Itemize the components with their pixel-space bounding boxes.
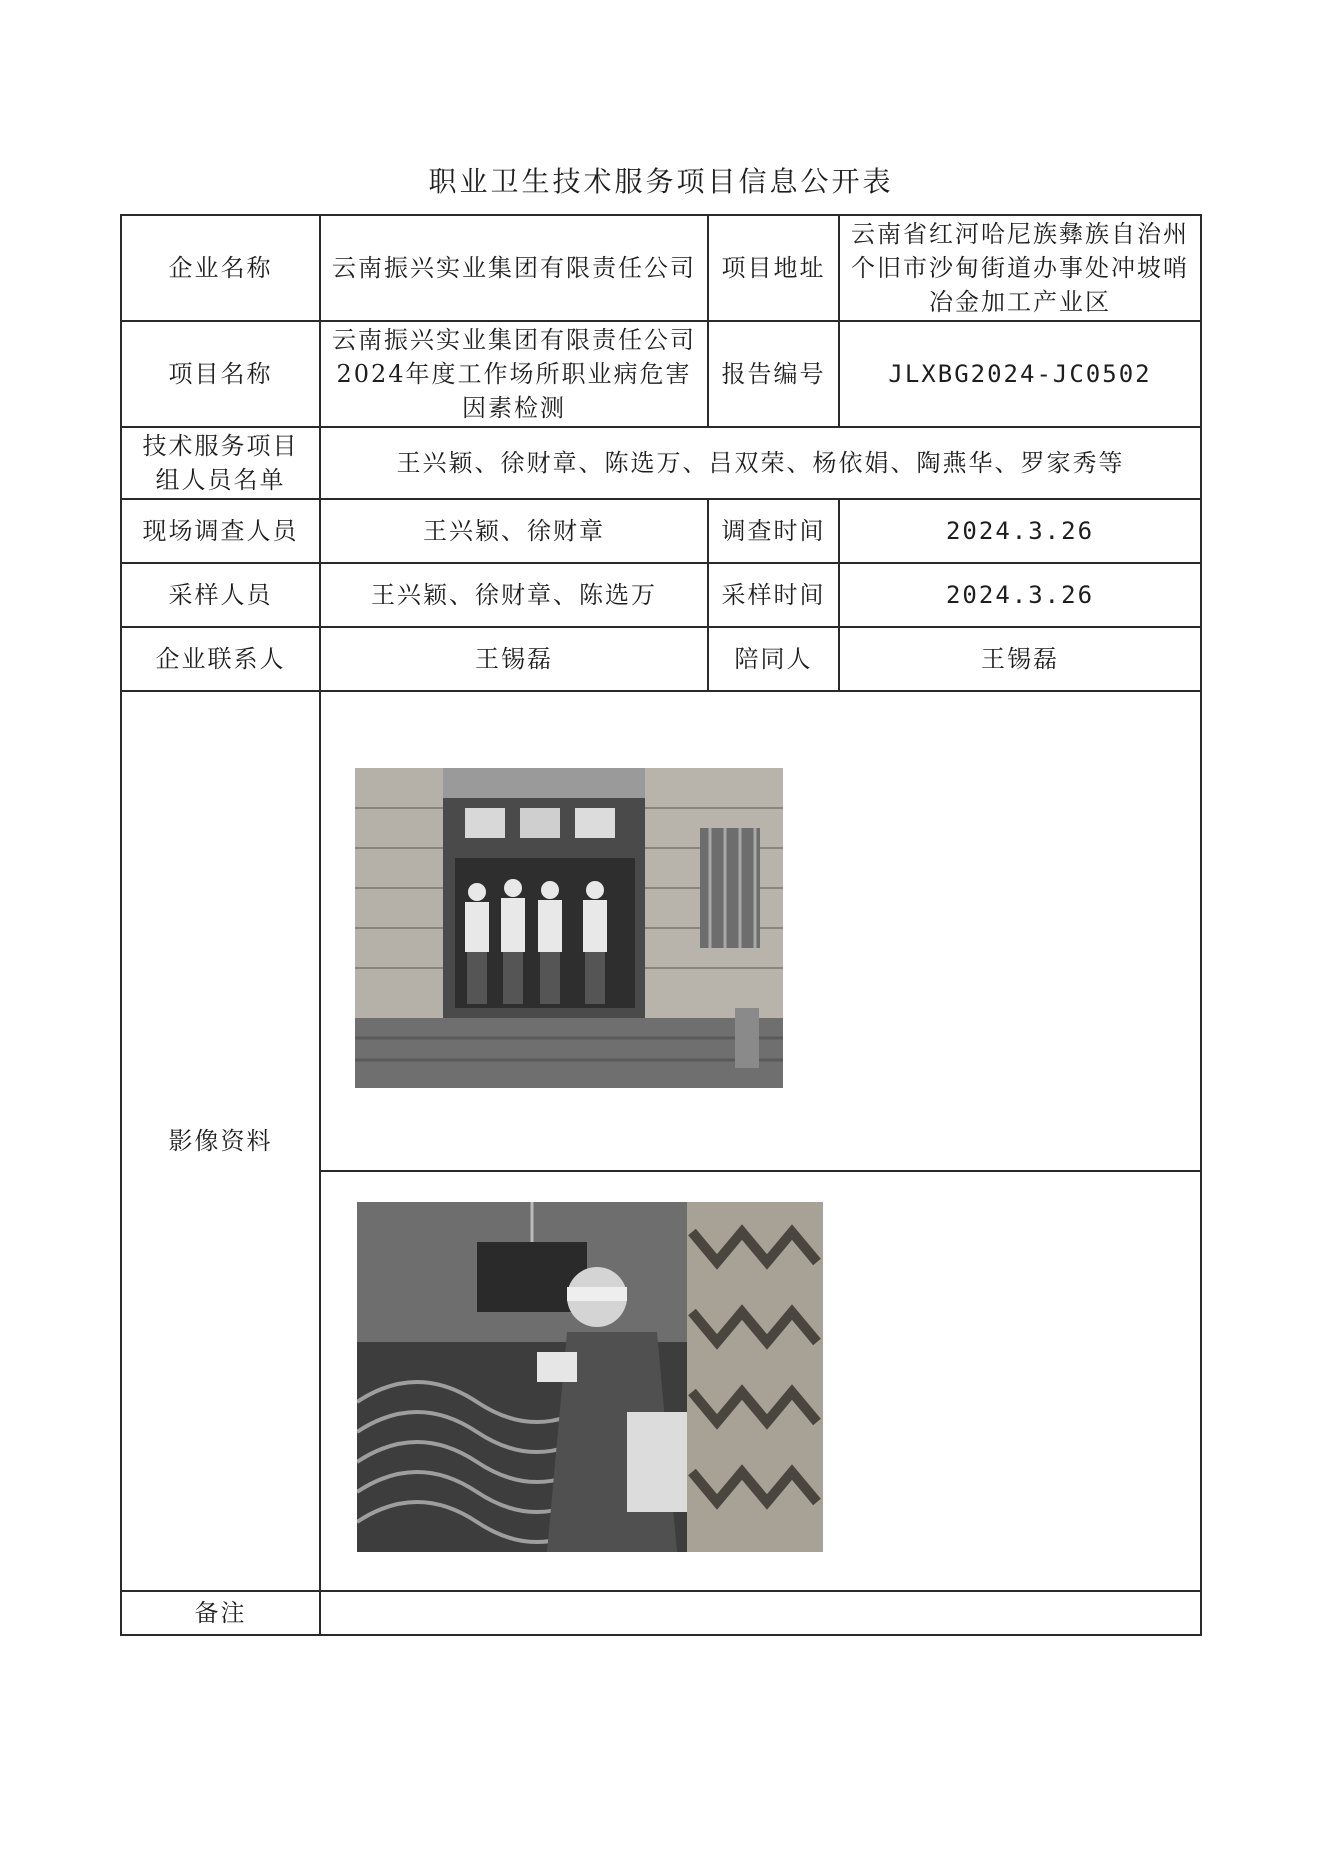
survey-time-label: 调查时间 bbox=[708, 499, 839, 563]
row-survey bbox=[121, 499, 1201, 563]
photo-cell-2 bbox=[320, 1171, 1201, 1591]
photo-cell-1 bbox=[320, 691, 1201, 1171]
sampling-time-label: 采样时间 bbox=[708, 563, 839, 627]
report-number: JLXBG2024-JC0502 bbox=[839, 321, 1201, 427]
contact-value: 王锡磊 bbox=[320, 627, 708, 691]
row-sampling bbox=[121, 563, 1201, 627]
sampling-time-value: 2024.3.26 bbox=[839, 563, 1201, 627]
info-table bbox=[120, 214, 1202, 1636]
notes-label: 备注 bbox=[121, 1591, 320, 1635]
company-value: 云南振兴实业集团有限责任公司 bbox=[320, 215, 708, 321]
row-contact bbox=[121, 627, 1201, 691]
group-photo-at-entrance-icon bbox=[355, 768, 783, 1088]
worker-sampling-photo-icon bbox=[357, 1202, 823, 1552]
company-label: 企业名称 bbox=[121, 215, 320, 321]
survey-staff-label: 现场调查人员 bbox=[121, 499, 320, 563]
address-value: 云南省红河哈尼族彝族自治州个旧市沙甸街道办事处冲坡哨冶金加工产业区 bbox=[839, 215, 1201, 321]
row-company bbox=[121, 215, 1201, 321]
page-title: 职业卫生技术服务项目信息公开表 bbox=[428, 165, 894, 198]
sampling-staff-label: 采样人员 bbox=[121, 563, 320, 627]
team-members: 王兴颖、徐财章、陈选万、吕双荣、杨依娟、陶燕华、罗家秀等 bbox=[320, 427, 1201, 499]
contact-label: 企业联系人 bbox=[121, 627, 320, 691]
row-project bbox=[121, 321, 1201, 427]
escort-value: 王锡磊 bbox=[839, 627, 1201, 691]
survey-staff-value: 王兴颖、徐财章 bbox=[320, 499, 708, 563]
notes-value bbox=[320, 1591, 1201, 1635]
info-sheet bbox=[120, 214, 1200, 1636]
team-label: 技术服务项目组人员名单 bbox=[121, 427, 320, 499]
project-value: 云南振兴实业集团有限责任公司2024年度工作场所职业病危害因素检测 bbox=[320, 321, 708, 427]
row-images-1 bbox=[121, 691, 1201, 1171]
images-label: 影像资料 bbox=[121, 691, 320, 1591]
escort-label: 陪同人 bbox=[708, 627, 839, 691]
row-notes bbox=[121, 1591, 1201, 1635]
sampling-staff-value: 王兴颖、徐财章、陈选万 bbox=[320, 563, 708, 627]
project-label: 项目名称 bbox=[121, 321, 320, 427]
row-team bbox=[121, 427, 1201, 499]
survey-time-value: 2024.3.26 bbox=[839, 499, 1201, 563]
address-label: 项目地址 bbox=[708, 215, 839, 321]
report-label: 报告编号 bbox=[708, 321, 839, 427]
